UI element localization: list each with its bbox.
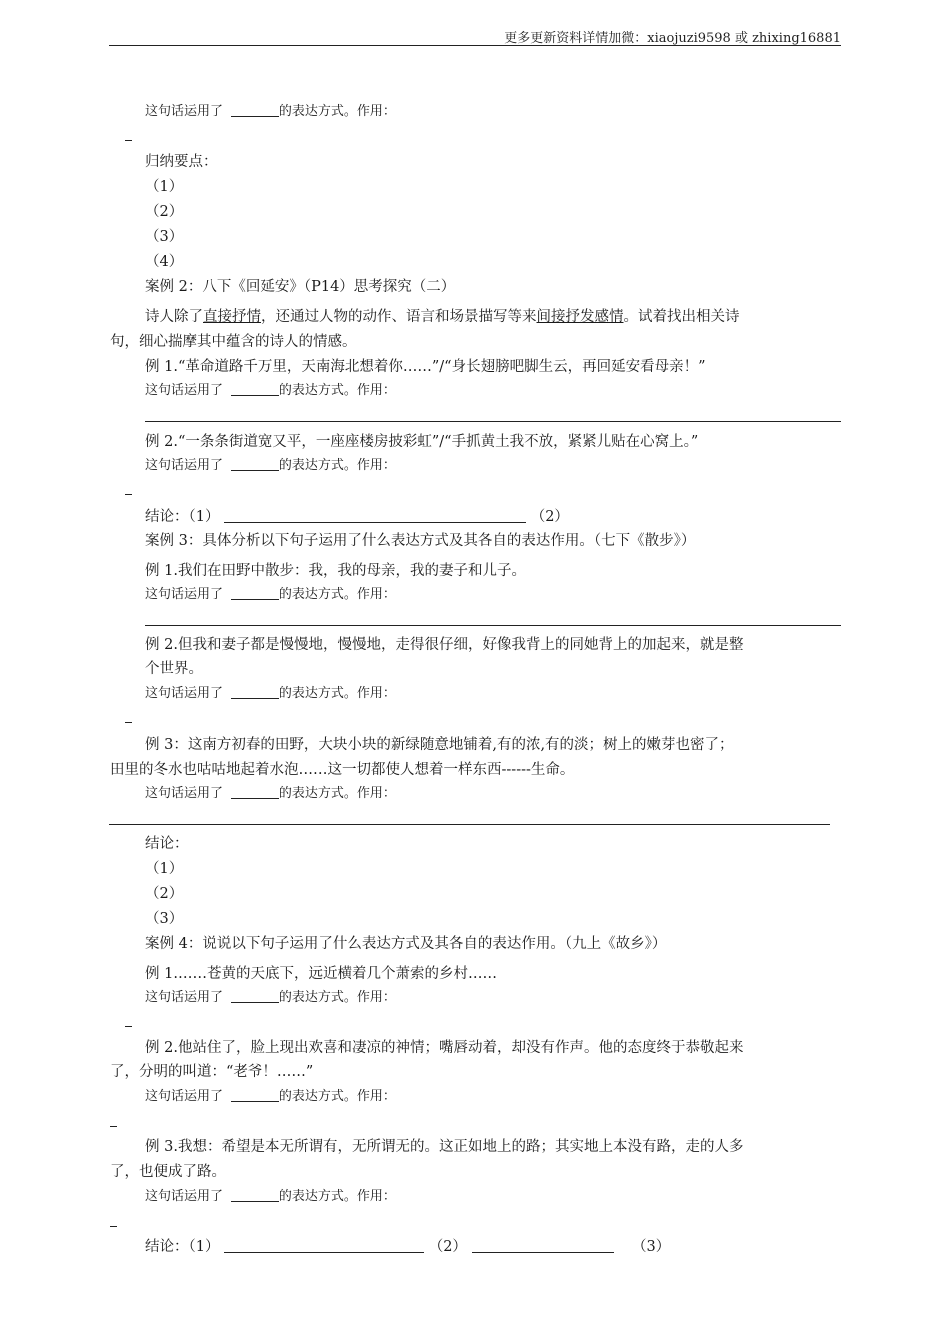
answer-line[interactable] bbox=[145, 421, 841, 422]
fill-blank[interactable] bbox=[231, 988, 279, 1003]
case2-title: 案例 2：八下《回延安》（P14）思考探究（二） bbox=[145, 279, 456, 295]
fill-blank[interactable] bbox=[231, 784, 279, 799]
summary-item: （4） bbox=[145, 254, 184, 270]
fill-in-line: 这句话运用了 的表达方式。作用： bbox=[145, 786, 396, 801]
underlined-term: 直接抒情 bbox=[203, 309, 261, 325]
case2-intro-cont: 句，细心揣摩其中蕴含的诗人的情感。 bbox=[110, 334, 357, 350]
answer-dash bbox=[110, 1126, 117, 1127]
summary-item: （3） bbox=[145, 229, 184, 245]
answer-dash bbox=[125, 722, 132, 723]
fill-blank[interactable] bbox=[231, 1087, 279, 1102]
answer-line[interactable] bbox=[145, 625, 841, 626]
answer-dash bbox=[125, 140, 132, 141]
answer-line[interactable] bbox=[109, 824, 830, 825]
conclusion-blank[interactable] bbox=[224, 1238, 424, 1253]
answer-dash bbox=[110, 1226, 117, 1227]
answer-dash bbox=[125, 494, 132, 495]
case4-example-3-cont: 了，也便成了路。 bbox=[110, 1164, 226, 1180]
conclusion-item: （1） bbox=[145, 861, 184, 877]
fill-in-line: 这句话运用了 的表达方式。作用： bbox=[145, 587, 396, 602]
case3-example-2-cont: 个世界。 bbox=[145, 661, 203, 677]
fill-in-line: 这句话运用了 的表达方式。作用： bbox=[145, 104, 396, 119]
fill-in-line: 这句话运用了 的表达方式。作用： bbox=[145, 1089, 396, 1104]
fill-in-line: 这句话运用了 的表达方式。作用： bbox=[145, 458, 396, 473]
header-divider bbox=[109, 45, 841, 46]
case4-conclusion: 结论：（1） （2） （3） bbox=[145, 1239, 671, 1255]
conclusion-item: （2） bbox=[145, 886, 184, 902]
case3-conclusion-title: 结论： bbox=[145, 836, 189, 852]
fill-blank[interactable] bbox=[231, 1187, 279, 1202]
fill-blank[interactable] bbox=[231, 585, 279, 600]
fill-in-line: 这句话运用了 的表达方式。作用： bbox=[145, 990, 396, 1005]
case3-example-3: 例 3：这南方初春的田野，大块小块的新绿随意地铺着,有的浓,有的淡；树上的嫩芽也密了； bbox=[145, 737, 734, 753]
case2-intro: 诗人除了直接抒情，还通过人物的动作、语言和场景描写等来间接抒发感情。试着找出相关诗 bbox=[145, 309, 740, 325]
summary-item: （2） bbox=[145, 204, 184, 220]
fill-blank[interactable] bbox=[231, 456, 279, 471]
case2-example-2: 例 2.“一条条街道宽又平，一座座楼房披彩虹”/“手抓黄土我不放，紧紧儿贴在心窝上。” bbox=[145, 434, 699, 450]
case2-example-1: 例 1.“革命道路千万里，天南海北想着你……”/“身长翅膀吧脚生云，再回延安看母亲！” bbox=[145, 359, 706, 375]
conclusion-blank[interactable] bbox=[472, 1238, 614, 1253]
summary-item: （1） bbox=[145, 179, 184, 195]
case2-conclusion: 结论：（1） （2） bbox=[145, 509, 569, 525]
fill-in-line: 这句话运用了 的表达方式。作用： bbox=[145, 686, 396, 701]
case4-example-3: 例 3.我想：希望是本无所谓有，无所谓无的。这正如地上的路；其实地上本没有路，走的人多 bbox=[145, 1139, 744, 1155]
case4-example-2: 例 2.他站住了，脸上现出欢喜和凄凉的神情；嘴唇动着，却没有作声。他的态度终于恭敬起来 bbox=[145, 1040, 744, 1056]
answer-dash bbox=[125, 1026, 132, 1027]
conclusion-blank[interactable] bbox=[224, 508, 526, 523]
underlined-term: 间接抒发感情 bbox=[536, 309, 624, 325]
case4-example-1: 例 1.……苍黄的天底下，远近横着几个萧索的乡村…… bbox=[145, 966, 497, 982]
case4-example-2-cont: 了，分明的叫道：“老爷！……” bbox=[110, 1064, 314, 1080]
fill-in-line: 这句话运用了 的表达方式。作用： bbox=[145, 1189, 396, 1204]
conclusion-item: （3） bbox=[145, 911, 184, 927]
page-header: 更多更新资料详情加微：xiaojuzi9598 或 zhixing16881 bbox=[504, 31, 841, 46]
case3-example-3-cont: 田里的冬水也咕咕地起着水泡……这一切都使人想着一样东西------生命。 bbox=[110, 762, 575, 778]
fill-in-line: 这句话运用了 的表达方式。作用： bbox=[145, 383, 396, 398]
case3-title: 案例 3：具体分析以下句子运用了什么表达方式及其各自的表达作用。（七下《散步》） bbox=[145, 533, 696, 549]
fill-blank[interactable] bbox=[231, 381, 279, 396]
summary-title: 归纳要点： bbox=[145, 154, 218, 170]
fill-blank[interactable] bbox=[231, 684, 279, 699]
case3-example-2: 例 2.但我和妻子都是慢慢地，慢慢地，走得很仔细，好像我背上的同她背上的加起来，就是整 bbox=[145, 637, 744, 653]
fill-blank[interactable] bbox=[231, 102, 279, 117]
case3-example-1: 例 1.我们在田野中散步：我，我的母亲，我的妻子和儿子。 bbox=[145, 563, 526, 579]
case4-title: 案例 4：说说以下句子运用了什么表达方式及其各自的表达作用。（九上《故乡》） bbox=[145, 936, 667, 952]
